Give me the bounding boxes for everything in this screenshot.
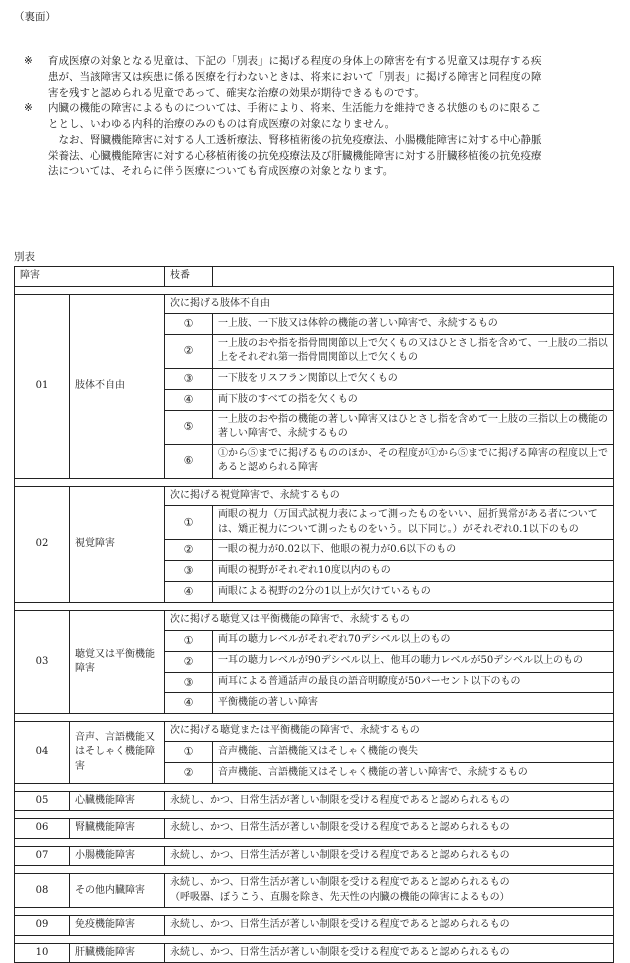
criterion-text: 平衡機能の著しい障害 [213,693,614,714]
disability-code: 03 [15,611,70,714]
sub-number: ① [165,314,213,335]
disability-code: 09 [15,916,70,936]
sub-number: ⑤ [165,410,213,444]
table-row [15,611,614,631]
annex-label: 別表 [14,251,35,263]
note-paragraph: 内臓の機能の障害によるものについては、手術により、将来、生活能力を維持できる状態のものに限ることとし、いわゆる内科的治療のみのものは育成医療の対象になりません。 [48,102,542,130]
disability-name: 音声、言語機能又はそしゃく機能障害 [70,722,165,783]
group-spacer [15,478,614,486]
sub-number: ③ [165,561,213,582]
criterion-note: （呼吸器、ぼうこう、直腸を除き、先天性の内臓の機能の障害によるもの） [170,891,510,903]
criterion-text: 一上肢のおや指を指骨間関節以上で欠くもの又はひとさし指を含めて、一上肢の二指以上をそれぞれ第一指骨間関節以上で欠くもの [213,334,614,368]
criterion-text: 両眼の視野がそれぞれ10度以内のもの [213,561,614,582]
disability-code: 07 [15,846,70,866]
group-lead-text: 次に掲げる肢体不自由 [165,294,614,314]
disability-name: その他内臓障害 [70,874,165,908]
criterion-text: 永続し、かつ、日常生活が著しい制限を受ける程度であると認められるもの [170,849,510,861]
group-spacer [15,838,614,846]
group-spacer [15,603,614,611]
criterion-cell [165,916,614,936]
criterion-text: 一下肢をリスフラン関節以上で欠くもの [213,368,614,389]
disability-name: 肢体不自由 [70,294,165,478]
note-2 [24,101,544,180]
criterion-text: 永続し、かつ、日常生活が著しい制限を受ける程度であると認められるもの [170,877,510,889]
table-row [15,819,614,839]
disability-name: 小腸機能障害 [70,846,165,866]
group-spacer [15,908,614,916]
sub-number: ② [165,762,213,783]
notes-section [24,54,544,180]
group-spacer [15,286,614,294]
criterion-cell [165,846,614,866]
header-sub-number: 枝番 [165,267,213,287]
table-row [15,294,614,314]
disability-code: 08 [15,874,70,908]
criterion-text: ①から⑤までに掲げるもののほか、その程度が①から⑤までに掲げる障害の程度以上であると認められる障害 [213,444,614,478]
criterion-text: 永続し、かつ、日常生活が著しい制限を受ける程度であると認められるもの [170,822,510,834]
sub-number: ① [165,506,213,540]
sub-number: ③ [165,672,213,693]
group-spacer [15,935,614,943]
table-row [15,486,614,506]
disability-code: 04 [15,722,70,783]
sub-number: ③ [165,368,213,389]
group-lead-text: 次に掲げる聴覚または平衡機能の障害で、永続するもの [165,722,614,742]
sub-number: ① [165,741,213,762]
sub-number: ④ [165,582,213,603]
criterion-text: 永続し、かつ、日常生活が著しい制限を受ける程度であると認められるもの [170,946,510,958]
criterion-text: 一上肢、一下肢又は体幹の機能の著しい障害で、永続するもの [213,314,614,335]
criterion-text: 音声機能、言語機能又はそしゃく機能の喪失 [213,741,614,762]
sub-number: ④ [165,693,213,714]
sub-number: ④ [165,389,213,410]
criterion-text: 一耳の聴力レベルが90デシベル以上、他耳の聴力レベルが50デシベル以上のもの [213,651,614,672]
criterion-text: 音声機能、言語機能又はそしゃく機能の著しい障害で、永続するもの [213,762,614,783]
disability-name: 肝臓機能障害 [70,943,165,963]
table-row [15,846,614,866]
table-row [15,722,614,742]
group-lead-text: 次に掲げる聴覚又は平衡機能の障害で、永続するもの [165,611,614,631]
criterion-text: 一上肢のおや指の機能の著しい障害又はひとさし指を含めて一上肢の三指以上の機能の著しい障害で、永続するもの [213,410,614,444]
disability-name: 心臓機能障害 [70,791,165,811]
header-detail [213,267,614,287]
sub-number: ② [165,334,213,368]
criterion-text: 両耳の聴力レベルがそれぞれ70デシベル以上のもの [213,630,614,651]
note-paragraph: なお、腎臓機能障害に対する人工透析療法、腎移植術後の抗免疫療法、小腸機能障害に対する中心静脈栄養法、心臓機能障害に対する心移植術後の抗免疫療法及び肝臓機能障害に対する肝臓移植後の抗免疫療法については、それらに伴う医療についても育成医療の対象となります。 [48,133,542,178]
criterion-text: 両眼の視力（万国式試視力表によって測ったものをいい、屈折異常がある者については、矯正視力について測ったものをいう。以下同じ。）がそれぞれ0.1以下のもの [213,506,614,540]
note-paragraph: 育成医療の対象となる児童は、下記の「別表」に掲げる程度の身体上の障害を有する児童又は現存する疾患が、当該障害又は疾患に係る医療を行わないときは、将来において「別表」に掲げる障害と同程度の障害を残すと認められる児童であって、確実な治療の効果が期待できるものです。 [48,55,542,99]
table-header-row [15,267,614,287]
criterion-text: 永続し、かつ、日常生活が著しい制限を受ける程度であると認められるもの [170,919,510,931]
criterion-text: 両耳による普通話声の最良の語音明瞭度が50パーセント以下のもの [213,672,614,693]
table-row [15,943,614,963]
sub-number: ② [165,540,213,561]
disability-code: 01 [15,294,70,478]
table-row [15,916,614,936]
group-spacer [15,866,614,874]
criterion-text: 永続し、かつ、日常生活が著しい制限を受ける程度であると認められるもの [170,794,510,806]
sub-number: ⑥ [165,444,213,478]
group-spacer [15,714,614,722]
group-spacer [15,811,614,819]
note-mark: ※ [24,55,33,67]
header-disability: 障害 [15,267,165,287]
disability-name: 聴覚又は平衡機能障害 [70,611,165,714]
group-spacer [15,783,614,791]
criterion-text: 両下肢のすべての指を欠くもの [213,389,614,410]
group-lead-text: 次に掲げる視覚障害で、永続するもの [165,486,614,506]
criterion-cell [165,791,614,811]
disability-name: 腎臓機能障害 [70,819,165,839]
criterion-cell [165,943,614,963]
disability-code: 02 [15,486,70,602]
disability-code: 06 [15,819,70,839]
page-side-label: （裏面） [14,11,56,23]
sub-number: ② [165,651,213,672]
criterion-text: 両眼による視野の2分の1以上が欠けているもの [213,582,614,603]
table-row [15,791,614,811]
disability-name: 視覚障害 [70,486,165,602]
note-mark: ※ [24,102,33,115]
disability-annex-table [14,266,614,963]
disability-code: 10 [15,943,70,963]
criterion-cell [165,819,614,839]
disability-name: 免疫機能障害 [70,916,165,936]
disability-code: 05 [15,791,70,811]
criterion-text: 一眼の視力が0.02以下、他眼の視力が0.6以下のもの [213,540,614,561]
note-1 [24,54,544,101]
sub-number: ① [165,630,213,651]
